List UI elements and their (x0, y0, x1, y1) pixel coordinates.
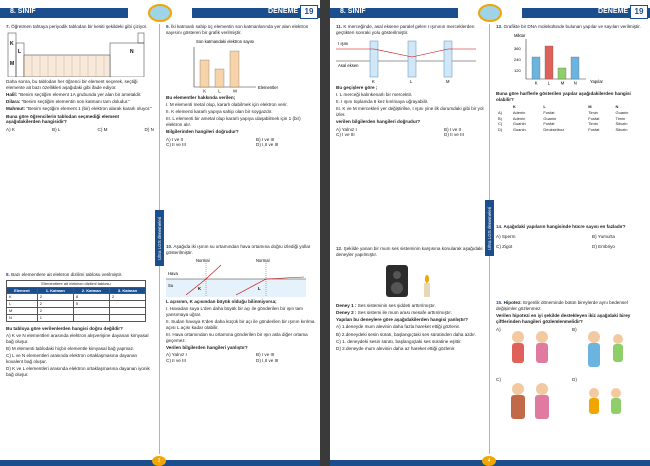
speaker-candle-diagram (336, 259, 476, 301)
deneme-label: DENEME (598, 8, 628, 15)
periodic-table-diagram (6, 31, 146, 77)
option-row-d[interactable]: D) Guanin Deoksiriboz Fosfat Sitozin (498, 127, 628, 133)
option-a[interactable]: A) I ve II (166, 136, 184, 142)
q7-intro: Daha sonra, bu tablodan her öğrenci bir element seçerek, seçtiği elemente ait bazı özellikleri aşağıdaki gibi ifade ediyor. (6, 78, 138, 90)
question-stem: Şekilde yanan bir mum ses sisteminin karşısına konularak aşağıdaki deneyler yapılmıştır. (336, 246, 483, 257)
option-b[interactable]: B) 2.deneydeki sesin süratı, başlangıçtaki ses süratinden daha azdır. (336, 331, 476, 337)
label-su: Su (168, 282, 174, 288)
electron-count-chart (166, 37, 306, 93)
question-number: 11. (336, 24, 343, 29)
question-number: 15. (496, 300, 503, 305)
option-d[interactable]: D) K ve L elementleri arasında elektron ortaklaşmasına dayanan iyonik bağ oluşur. (6, 365, 150, 377)
refraction-diagram (166, 257, 306, 297)
label-k: K (198, 285, 202, 291)
question-14 (496, 224, 646, 249)
bar-label-l: L (547, 80, 551, 86)
question-number: 7. (6, 24, 10, 29)
q7-question: Buna göre öğrencilerin tablodan seçmediği element aşağıdakilerden hangisidir? (6, 113, 120, 125)
option-a[interactable]: A) (496, 327, 570, 375)
bar-m (230, 51, 239, 87)
bar-label-n: N (573, 80, 577, 86)
option-b[interactable]: B) Yumurta (592, 233, 615, 239)
statement-2: II. K elementi kararlı yapıya sahip olan bir soygazdır. (166, 109, 273, 115)
label-k: K (10, 41, 14, 48)
statement-dilara: "Benim seçtiğim elementin son katmanı tam doludur." (21, 99, 131, 105)
children-pair-illustration-icon (572, 377, 642, 425)
statement-2: II. Sudan havaya K'den daha küçük bir açı ile gönderilen bir ışının kırılma açısı L açısı kadar olabilir. (166, 318, 315, 330)
question-stem: Öğretmen tahtaya periyodik tablodan bir kesiti şekildeki gibi çiziyor. (11, 24, 148, 29)
option-b[interactable]: B) I ve III (256, 136, 275, 142)
bar-n (571, 57, 579, 79)
bar-l (545, 46, 553, 79)
question-11 (336, 24, 484, 138)
label-l: L (410, 78, 413, 83)
statement-3: III. Hava ortamından su ortamına gönderilen bir ışın asla diğer ortama geçemez. (166, 331, 308, 343)
table-row: K 2 8 2 (7, 294, 146, 301)
statement-3: III. L elementi bir ametal olup kararlı yapıya ulaşabilmek için 1 (bir) elektron alır. (166, 116, 301, 128)
option-b[interactable]: B) I ve II (444, 126, 462, 132)
statement-2: II. I ışını toplamda 6 kez kırılmaya uğrayabilir. (336, 99, 429, 105)
label-l: L (18, 49, 22, 56)
x-label: Elementler (258, 84, 279, 90)
q9-options-row2 (166, 142, 316, 148)
bars-group (532, 46, 579, 86)
q14-options-row2 (496, 244, 646, 250)
q8-question: Bu tabloya göre verilenlerden hangisi doğru değildir? (6, 325, 123, 331)
statement-1: I. M elementi metal olup, kararlı olabilmek için elektron verir. (166, 101, 288, 107)
bar-k (200, 60, 209, 87)
bar-label-m: M (233, 88, 237, 93)
option-row-a[interactable]: A) Adenin Fosfat Timin Guanin (498, 109, 629, 115)
chart-title: Son katmandaki elektron sayısı (196, 38, 255, 44)
option-d[interactable]: D) I,II ve III (256, 142, 279, 148)
label-l: L (258, 285, 261, 291)
y-tick: 120 (514, 68, 521, 74)
grade-label: 8. SINIF (10, 8, 36, 15)
option-a[interactable]: A) K ve N elementleri arasında elektron alışverişine dayanan kimyasal bağ oluşur. (6, 332, 149, 344)
vertical-tag: Ultra LGS denemeleri (485, 200, 494, 256)
statement-halil: "Benim seçtiğim element 1A grubunda yer alan bir ametaldir. (18, 91, 142, 97)
logo-icon (478, 4, 502, 22)
option-b[interactable]: B) L (52, 126, 61, 132)
bar-label-l: L (218, 88, 221, 93)
bars-group (200, 51, 239, 93)
question-15 (496, 300, 646, 425)
option-a[interactable]: A) Sperm (496, 233, 516, 239)
option-d[interactable]: D) I,II ve III (256, 357, 279, 363)
bar-l (215, 69, 224, 87)
label-hava: Hava (168, 270, 178, 276)
option-a[interactable]: A) 1.deneyde mum alevinin daha fazla hareket ettiği gözlenir. (336, 324, 461, 330)
vertical-tag: Ultra LGS denemeleri (155, 210, 164, 266)
col-header: N (615, 103, 619, 109)
table-row: L 2 5 (7, 301, 146, 308)
option-d[interactable]: D) II ve III (444, 132, 464, 138)
page-footer (330, 460, 650, 466)
bar-label-m: M (560, 80, 565, 86)
col-header: L (543, 103, 546, 109)
label-m: M (10, 61, 15, 68)
label-normal-2: Normal (256, 257, 270, 263)
q10-ask: Verilen bilgilerden hangileri yanlıştır? (166, 344, 248, 350)
question-number: 14. (496, 224, 503, 229)
label-k: K (372, 78, 375, 83)
x-label: Yapılar (590, 79, 603, 85)
speaker-dilara: Dilara: (6, 99, 21, 105)
question-number: 8. (6, 272, 10, 277)
footer-page-number: 4 (482, 456, 496, 466)
q15-options-grid (496, 327, 646, 425)
question-stem: Ergenlik döneminde bütün bireylerde aynı bedensel değişimler gözlenmez. (496, 300, 628, 311)
page-header (330, 4, 650, 20)
label-n: N (130, 49, 134, 56)
y-tick: 240 (514, 57, 521, 63)
q15-question: Verilen hipotezi en iyi şekilde destekleyen ikiz aşağıdaki birey çiftlerinden hangileri gözlemlenmelidir? (496, 312, 631, 324)
statement-1: I. L merceği kalınkenarlı bir mercektir. (336, 91, 413, 97)
option-d[interactable]: D) (572, 377, 646, 425)
question-stem: İki katmanlı sahip üç elementin son katmanlarında yer alan elektron sayısını gösteren bir grafik verilmiştir. (166, 24, 309, 35)
q10-options-row2 (166, 358, 316, 364)
statement-3: III. K ve M mercekleri yer değiştirilse, I ışını yine ilk durumdaki gibi bir yol izler. (336, 106, 484, 118)
question-number: 9. (166, 24, 170, 29)
option-b[interactable]: B) M elementi tablodaki hiçbir elementle kimyasal bağ yapmaz. (6, 345, 135, 351)
q11-ask: verilen bilgilerden hangileri doğrudur? (336, 119, 421, 125)
question-12 (336, 246, 484, 353)
table-row: M 2 (7, 307, 146, 314)
option-d[interactable]: D) Embriyo (592, 243, 615, 249)
question-13 (496, 24, 646, 133)
dna-chart (496, 31, 636, 89)
col-header: M (588, 103, 592, 109)
option-a[interactable]: A) K (6, 126, 15, 132)
bar-label-k: K (203, 88, 207, 93)
question-stem: Grafikte bir DNA molekülünde bulunan yapılar ve sayıları verilmiştir. (503, 24, 641, 29)
option-c[interactable]: C) II ve III (166, 142, 186, 148)
option-c[interactable]: C) Zigot (496, 243, 513, 249)
footer-page-number: 3 (152, 456, 166, 466)
label-axis: Asal eksen (338, 62, 359, 68)
deney-1-text: Ses sisteminin ses şiddeti arttırılmıştır. (357, 302, 436, 308)
deney-2-text: Ses sistemi ile mum arası mesafe arttırılmıştır. (357, 309, 452, 315)
option-c[interactable]: C) M (97, 126, 108, 132)
q9-question: Bu elementler hakkında verilen; (166, 94, 236, 100)
col-header: K (512, 103, 516, 109)
option-a[interactable]: A) Yalnız I (336, 126, 357, 132)
option-b[interactable]: B) I ve III (256, 352, 275, 358)
q10-line1: L açısının, K açısından büyük olduğu bilinmiyorsa; (166, 298, 277, 304)
option-d[interactable]: D) 2.deneyde mum alevinin daha az hareket ettiği gözlenir. (336, 345, 456, 351)
bar-label-k: K (534, 80, 538, 86)
q12-ask: Yapılan bu deneylere göre aşağıdakilerden hangisi yanlıştır? (336, 317, 468, 323)
option-row-b[interactable]: B) Adenin Guanin Fosfat Timin (498, 115, 626, 121)
q13-question: Buna göre harflerle gösterilen yapılar aşağıdakilerden hangisi olabilir? (496, 90, 631, 102)
statement-1: I. Havadan suya L'den daha büyük bir açı ile gönderilen bir ışın tam yansımaya uğrar. (166, 305, 303, 317)
table-row: N 1 (7, 314, 146, 321)
y-tick: 360 (514, 46, 521, 52)
option-c[interactable]: C) I ve III (336, 132, 355, 138)
q9-ask: Bilgilerinden hangileri doğrudur? (166, 129, 239, 135)
option-c[interactable]: C) 1. deneydeki sesin süratı, başlangıçtaki ses süratine eşittir. (336, 338, 462, 344)
col-header: Element (7, 287, 38, 294)
hypothesis-label: Hipotez: (503, 300, 522, 305)
q11-intro: Bu geçişlere göre ; (336, 84, 378, 90)
q13-options-table (496, 104, 644, 133)
question-stem: Bazı elementlere ait elektron dizilimi tablosu verilmiştir. (11, 272, 123, 277)
right-page (330, 0, 650, 466)
col-header: 2. Katman (73, 287, 109, 294)
question-10 (166, 244, 316, 364)
label-ray: I ışını (338, 40, 349, 46)
speaker-halil: Halil: (6, 91, 18, 97)
option-c[interactable]: C) (496, 377, 570, 425)
bar-m (558, 68, 566, 79)
electron-table (6, 280, 146, 322)
q7-options (6, 127, 154, 133)
table-title: Elementlere ait elektron dizilimi tablosu (7, 280, 146, 287)
speaker-mahmut: Mahmut: (6, 106, 26, 112)
deney-1-label: Deney 1 : (336, 302, 357, 308)
deney-2-label: Deney 2 : (336, 309, 357, 315)
lens-diagram (336, 37, 476, 83)
option-a[interactable]: A) Yalnız I (166, 352, 187, 358)
question-number: 12. (336, 246, 343, 251)
deneme-label: DENEME (268, 8, 298, 15)
logo-icon (148, 4, 172, 22)
page-header (0, 4, 320, 20)
question-8 (6, 272, 154, 379)
elderly-pair-illustration-icon (496, 377, 566, 425)
option-c[interactable]: C) L ve N elementleri arasında elektron ortaklaşmasına dayanan kovalent bağ oluşur. (6, 352, 138, 364)
bar-k (532, 57, 540, 79)
question-number: 10. (166, 244, 173, 249)
grade-label: 8. SINIF (340, 8, 366, 15)
question-9 (166, 24, 316, 148)
page-footer (0, 460, 320, 466)
question-stem: Aşağıdaki yapıların hangisinde hücre sayısı en fazladır? (503, 224, 626, 229)
label-normal-1: Normal (196, 257, 210, 263)
col-header: 3. Katman (109, 287, 145, 294)
option-row-c[interactable]: C) Guanin Fosfat Timin Sitozin (498, 121, 628, 127)
left-page (0, 0, 320, 466)
question-7 (6, 24, 154, 132)
page-number: 19 (630, 5, 648, 19)
col-header: 1. Katman (37, 287, 73, 294)
question-number: 13. (496, 24, 503, 29)
question-stem: K merceğinde, asal eksene paralel gelen I ışınının merceklerden geçtikten sonraki yolu gösterilmiştir. (336, 24, 475, 35)
twins-illustration-icon (572, 327, 642, 375)
option-d[interactable]: D) N (144, 126, 154, 132)
statement-mahmut: "Benim seçtiğim element 1 (bir) elektron alarak kararlı oluyor." (26, 106, 152, 112)
option-c[interactable]: C) II ve III (166, 357, 186, 363)
twins-illustration-icon (496, 327, 566, 375)
question-stem: Aşağıda iki ışının su ortamından hava ortamına doğru izlediği yollar gösterilmiştir. (166, 244, 311, 255)
page-number: 19 (300, 5, 318, 19)
chart-title: Miktar (514, 33, 526, 39)
label-m: M (446, 78, 450, 83)
q11-options-row2 (336, 132, 484, 138)
q14-options-row1 (496, 234, 646, 240)
option-b[interactable]: B) (572, 327, 646, 375)
